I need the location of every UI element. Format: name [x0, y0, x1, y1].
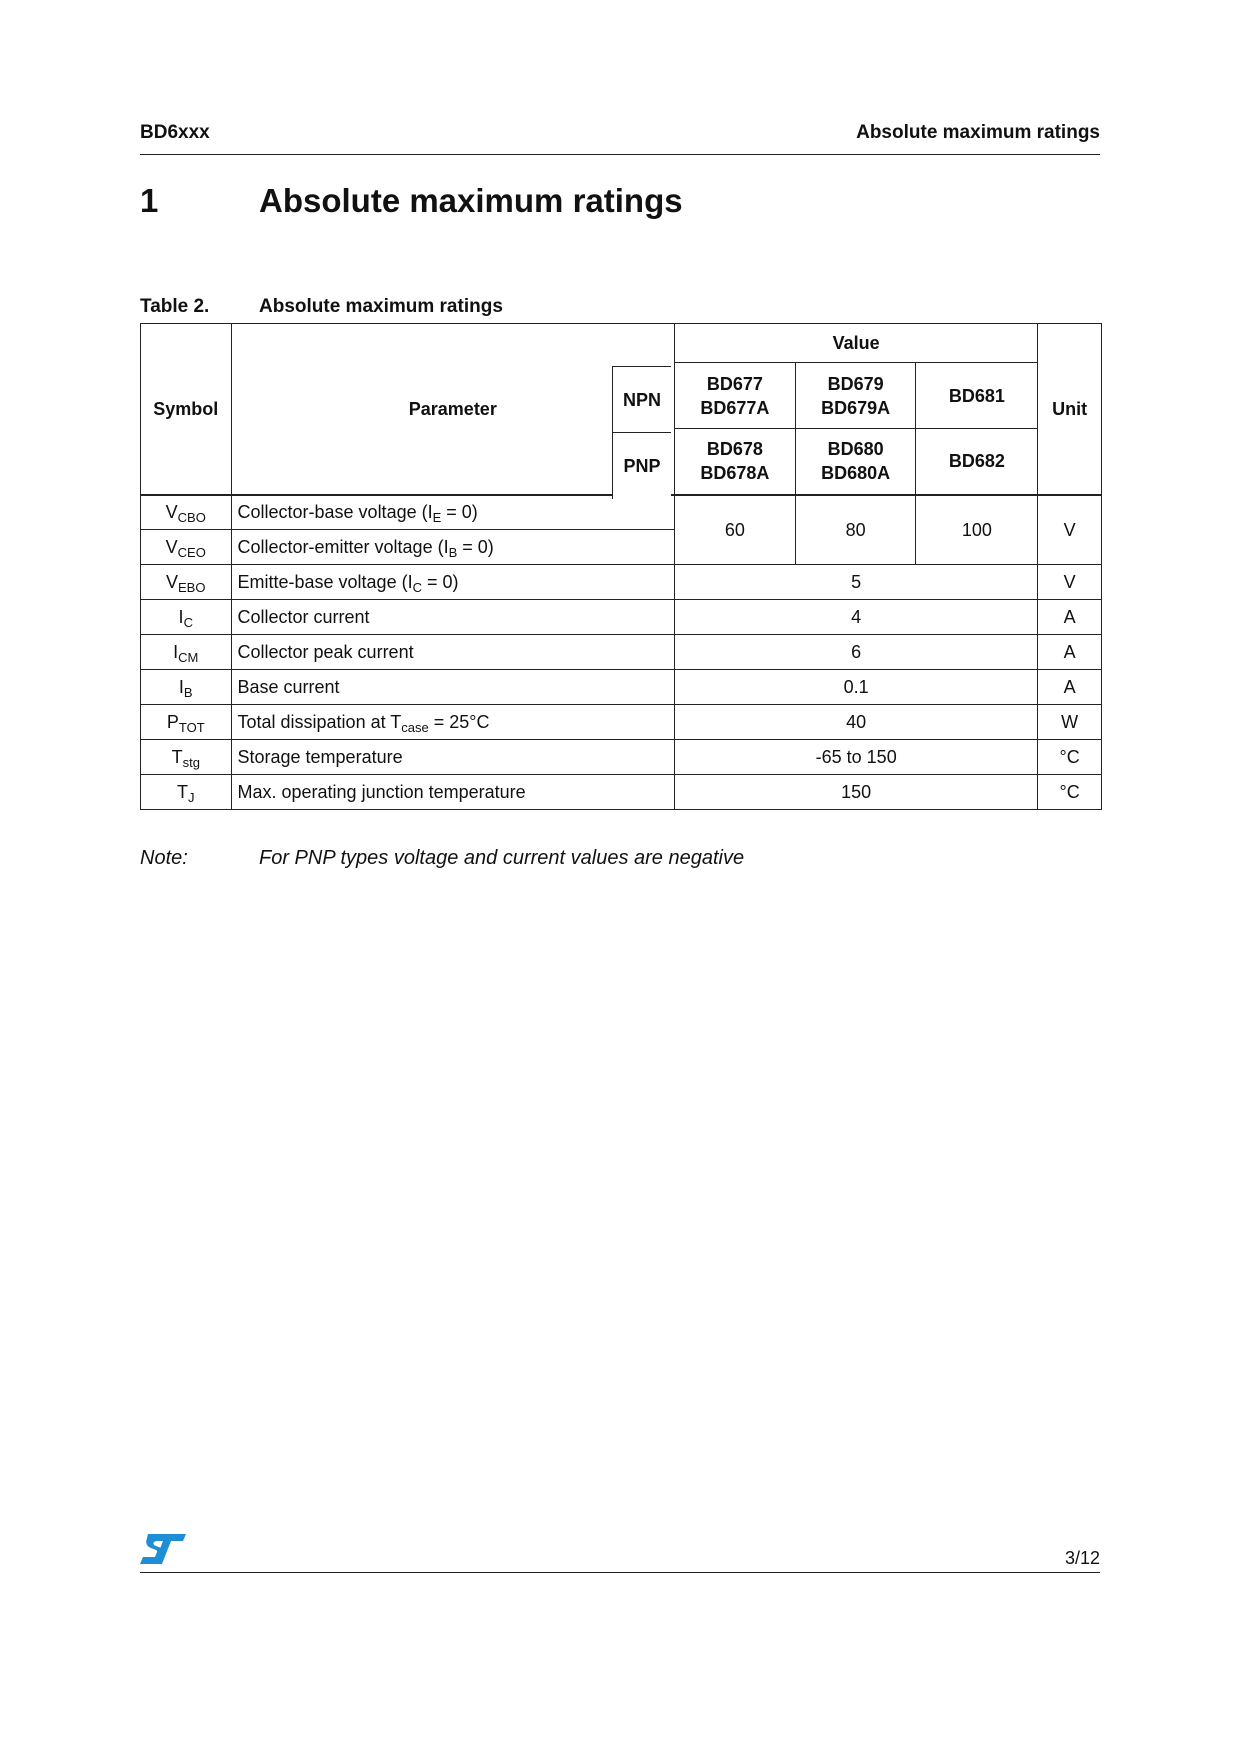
pnp-part-2-line1: BD680 — [827, 439, 884, 460]
header-section-title: Absolute maximum ratings — [856, 122, 1100, 143]
npn-part-2 — [795, 363, 916, 429]
section-number: 1 — [140, 182, 159, 219]
st-logo-icon — [138, 1532, 188, 1566]
value-cell: 150 — [675, 775, 1038, 810]
header-doc-id: BD6xxx — [140, 122, 210, 143]
value-cell: 100 — [916, 495, 1038, 565]
value-cell: 80 — [795, 495, 916, 565]
pnp-part-3-line1: BD682 — [948, 451, 1005, 472]
value-cell: 5 — [675, 565, 1038, 600]
pnp-part-2 — [795, 429, 916, 495]
symbol-cell: $I_B$ — [141, 670, 232, 705]
page-number: 3/12 — [1064, 1548, 1100, 1568]
npn-part-1 — [675, 363, 796, 429]
value-cell: 4 — [675, 600, 1038, 635]
pnp-part-1-line1: BD678 — [706, 439, 763, 460]
symbol-cell: $T_{stg}$ — [141, 740, 232, 775]
symbol-cell: $T_J$ — [141, 775, 232, 810]
npn-part-3 — [916, 363, 1038, 429]
npn-part-2-line1: BD679 — [827, 373, 884, 394]
parameter-cell: Collector current — [231, 600, 675, 635]
pnp-label-cell: PNP — [612, 432, 671, 499]
npn-part-3-line1: BD681 — [948, 385, 1005, 406]
npn-part-1-line2: BD677A — [700, 397, 770, 418]
footer-rule — [140, 1572, 1100, 1573]
pnp-part-3 — [916, 429, 1038, 495]
note-label: Note: — [140, 847, 188, 869]
npn-label-cell: NPN — [612, 366, 671, 433]
value-cell: 40 — [675, 705, 1038, 740]
symbol-cell: $V_{CEO}$ — [141, 530, 232, 565]
symbol-cell: $I_{CM}$ — [141, 635, 232, 670]
symbol-cell: $V_{CBO}$ — [141, 495, 232, 530]
symbol-cell: $I_C$ — [141, 600, 232, 635]
unit-cell: A — [1038, 635, 1102, 670]
table-title: Absolute maximum ratings — [259, 296, 503, 317]
pnp-part-2-line2: BD680A — [821, 463, 891, 484]
parameter-cell: Max. operating junction temperature — [231, 775, 675, 810]
parameter-cell: Emitte-base voltage $(I_C = 0)$ — [231, 565, 675, 600]
header-rule — [140, 154, 1100, 155]
header-unit: Unit — [1038, 324, 1102, 495]
header-value: Value — [675, 324, 1038, 363]
parameter-cell: Collector-emitter voltage $(I_B = 0)$ — [231, 530, 675, 565]
parameter-cell: Total dissipation at $T_{case} = 25^\circ C$ — [231, 705, 675, 740]
section-title: Absolute maximum ratings — [259, 182, 683, 219]
npn-part-2-line2: BD679A — [821, 397, 891, 418]
parameter-cell: Collector peak current — [231, 635, 675, 670]
unit-cell: V — [1038, 565, 1102, 600]
value-cell: -65 to 150 — [675, 740, 1038, 775]
unit-cell: °C — [1038, 775, 1102, 810]
symbol-cell: $V_{EBO}$ — [141, 565, 232, 600]
pnp-part-1-line2: BD678A — [700, 463, 770, 484]
note-text: For PNP types voltage and current values are negative — [259, 847, 745, 869]
parameter-cell: Storage temperature — [231, 740, 675, 775]
unit-cell: °C — [1038, 740, 1102, 775]
unit-cell: V — [1038, 495, 1102, 565]
table-label: Table 2. — [140, 296, 210, 317]
value-cell: 6 — [675, 635, 1038, 670]
header-parameter: Parameter — [231, 324, 675, 495]
parameter-cell: Base current — [231, 670, 675, 705]
header-symbol: Symbol — [141, 324, 232, 495]
parameter-cell: Collector-base voltage $(I_E = 0)$ — [231, 495, 675, 530]
value-cell: 0.1 — [675, 670, 1038, 705]
npn-part-1-line1: BD677 — [706, 373, 763, 394]
pnp-part-1 — [675, 429, 796, 495]
unit-cell: A — [1038, 600, 1102, 635]
unit-cell: W — [1038, 705, 1102, 740]
unit-cell: A — [1038, 670, 1102, 705]
symbol-cell: $P_{TOT}$ — [141, 705, 232, 740]
value-cell: 60 — [675, 495, 796, 565]
